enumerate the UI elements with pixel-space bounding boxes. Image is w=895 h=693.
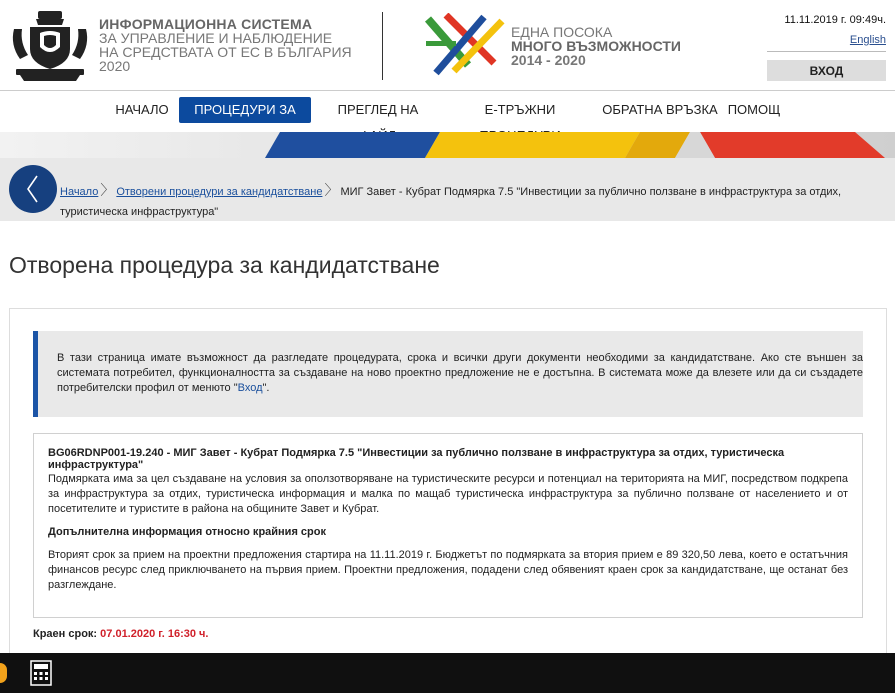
additional-info-heading: Допълнителна информация относно крайния срок bbox=[48, 526, 326, 538]
nav-procedures[interactable]: ПРОЦЕДУРИ ЗА bbox=[179, 97, 311, 123]
additional-info-text: Вторият срок за прием на проектни предложения стартира на 11.11.2019 г. Бюджетът по подмярката за втория прием е 89 320,50 лева, което е остатъчния финансов ресурс след приключването на първия прием. Проектни предложения, подадени след обявеният краен срок за кандидатстване, ще останат без разглеждане. bbox=[48, 549, 848, 591]
login-menu-link[interactable]: Вход bbox=[237, 382, 263, 394]
taskbar bbox=[0, 653, 895, 693]
decorative-banner-stripe bbox=[0, 132, 895, 158]
back-button[interactable] bbox=[9, 165, 57, 213]
system-title-line4: 2020 bbox=[99, 58, 131, 74]
breadcrumb-home-link[interactable]: Начало bbox=[60, 186, 99, 198]
eu-slogan-line3: 2014 - 2020 bbox=[511, 52, 586, 68]
deadline-value: 07.01.2020 г. 16:30 ч. bbox=[100, 628, 209, 640]
breadcrumb bbox=[60, 180, 880, 222]
bulgarian-coat-of-arms-icon bbox=[8, 9, 92, 83]
breadcrumb-current: МИГ Завет - Кубрат Подмярка 7.5 "Инвестиции за публично ползване в инфраструктура за отдих, туристическа инфраструктура" bbox=[60, 186, 842, 218]
eu-slogan-line2: МНОГО ВЪЗМОЖНОСТИ bbox=[511, 38, 681, 54]
main-navigation bbox=[0, 91, 895, 132]
breadcrumb-open-procedures-link[interactable]: Отворени процедури за кандидатстване bbox=[116, 186, 323, 198]
login-button[interactable]: ВХОД bbox=[767, 60, 886, 81]
procedure-title: BG06RDNP001-19.240 - МИГ Завет - Кубрат Подмярка 7.5 "Инвестиции за публично ползване в инфраструктура за отдих, туристическа инфраструктура" bbox=[48, 447, 785, 471]
chevron-left-icon bbox=[9, 165, 57, 213]
nav-file-review[interactable]: ПРЕГЛЕД НА bbox=[337, 102, 419, 117]
info-text-part1: В тази страница имате възможност да разгледате процедурата, срока и всички други документи необходими за кандидатстване. Ако сте външен за системата потребител, функционалността за създаване на ново проектно предложение не е достъпна. В системата може да влезете или да си създадете потребителски профил от менюто " bbox=[57, 352, 863, 394]
eu-slogan-line1: ЕДНА ПОСОКА bbox=[511, 24, 613, 40]
deadline-label: Краен срок: bbox=[33, 628, 98, 640]
nav-e-tenders[interactable]: Е-ТРЪЖНИ bbox=[484, 102, 556, 117]
system-title bbox=[99, 17, 369, 73]
page-title: Отворена процедура за кандидатстване bbox=[9, 252, 440, 278]
header-rule bbox=[767, 51, 886, 52]
eu-programme-logo-icon bbox=[424, 13, 506, 79]
nav-help[interactable]: ПОМОЩ bbox=[727, 102, 781, 117]
language-switch-link[interactable]: English bbox=[849, 34, 886, 46]
calculator-icon[interactable] bbox=[30, 660, 52, 686]
deadline bbox=[33, 628, 209, 640]
procedure-description: Подмярката има за цел създаване на условия за оползотворяване на туристическите ресурси и потенциал на територията на МИГ, посредством подкрепа за инфраструктура за отдих, туристическа информация и малка по мащаб туристическа инфраструктура за публично ползване от населението и от посетителите и туристите в района на общините Завет и Кубрат. bbox=[48, 473, 848, 515]
info-text-part2: ". bbox=[262, 382, 270, 394]
system-title-line2: ЗА УПРАВЛЕНИЕ И НАБЛЮДЕНИЕ bbox=[99, 30, 333, 46]
info-notice-text bbox=[57, 351, 863, 396]
eu-slogan bbox=[511, 25, 681, 67]
header-divider bbox=[382, 12, 383, 80]
system-title-line3: НА СРЕДСТВАТА ОТ ЕС В БЪЛГАРИЯ bbox=[99, 44, 352, 60]
system-title-line1: ИНФОРМАЦИОННА СИСТЕМА bbox=[99, 16, 313, 32]
breadcrumb-separator-icon: 〉 bbox=[100, 182, 115, 198]
breadcrumb-separator-icon: 〉 bbox=[324, 182, 339, 198]
nav-home[interactable]: НАЧАЛО bbox=[115, 102, 169, 117]
header bbox=[0, 0, 895, 90]
current-datetime: 11.11.2019 г. 09:49ч. bbox=[784, 14, 886, 26]
nav-feedback[interactable]: ОБРАТНА ВРЪЗКА bbox=[602, 102, 718, 117]
